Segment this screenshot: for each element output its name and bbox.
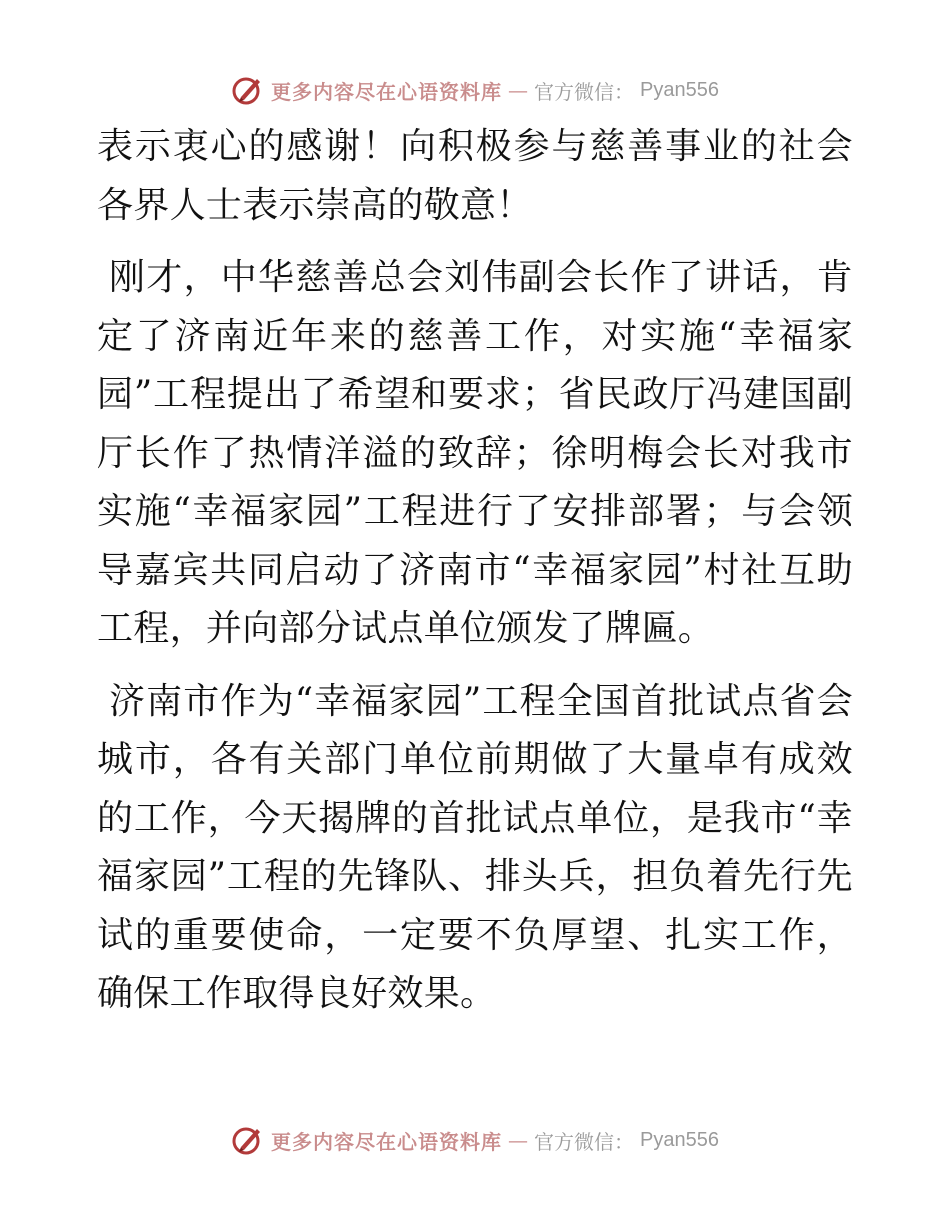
watermark-dash: — [508, 1128, 529, 1152]
watermark-main-text: 更多内容尽在心语资料库 [271, 79, 503, 104]
watermark-wechat-label: 官方微信： [534, 1129, 635, 1154]
watermark-wechat-label: 官方微信： [534, 79, 635, 104]
footer-watermark [0, 1120, 950, 1160]
watermark-main-text: 更多内容尽在心语资料库 [271, 1129, 503, 1154]
watermark-dash: — [508, 78, 529, 102]
watermark-wechat-id: Pyan556 [640, 78, 719, 101]
paragraph-3: 济南市作为“幸福家园”工程全国首批试点省会城市，各有关部门单位前期做了大量卓有成效的工作，今天揭牌的首批试点单位，是我市“幸福家园”工程的先锋队、排头兵，担负着先行先试的重要使命，一定要不负厚望、扎实工作，确保工作取得良好效果。 [97, 680, 853, 1014]
pen-logo-icon [231, 73, 265, 107]
paragraph-1: 表示衷心的感谢！向积极参与慈善事业的社会各界人士表示崇高的敬意！ [97, 126, 853, 226]
pen-logo-icon [231, 1123, 265, 1157]
document-body [97, 118, 853, 1038]
watermark-wechat-id: Pyan556 [640, 1128, 719, 1151]
header-watermark [0, 70, 950, 110]
paragraph-2: 刚才，中华慈善总会刘伟副会长作了讲话，肯定了济南近年来的慈善工作，对实施“幸福家园”工程提出了希望和要求；省民政厅冯建国副厅长作了热情洋溢的致辞；徐明梅会长对我市实施“幸福家园”工程进行了安排部署；与会领导嘉宾共同启动了济南市“幸福家园”村社互助工程，并向部分试点单位颁发了牌匾。 [97, 257, 853, 649]
